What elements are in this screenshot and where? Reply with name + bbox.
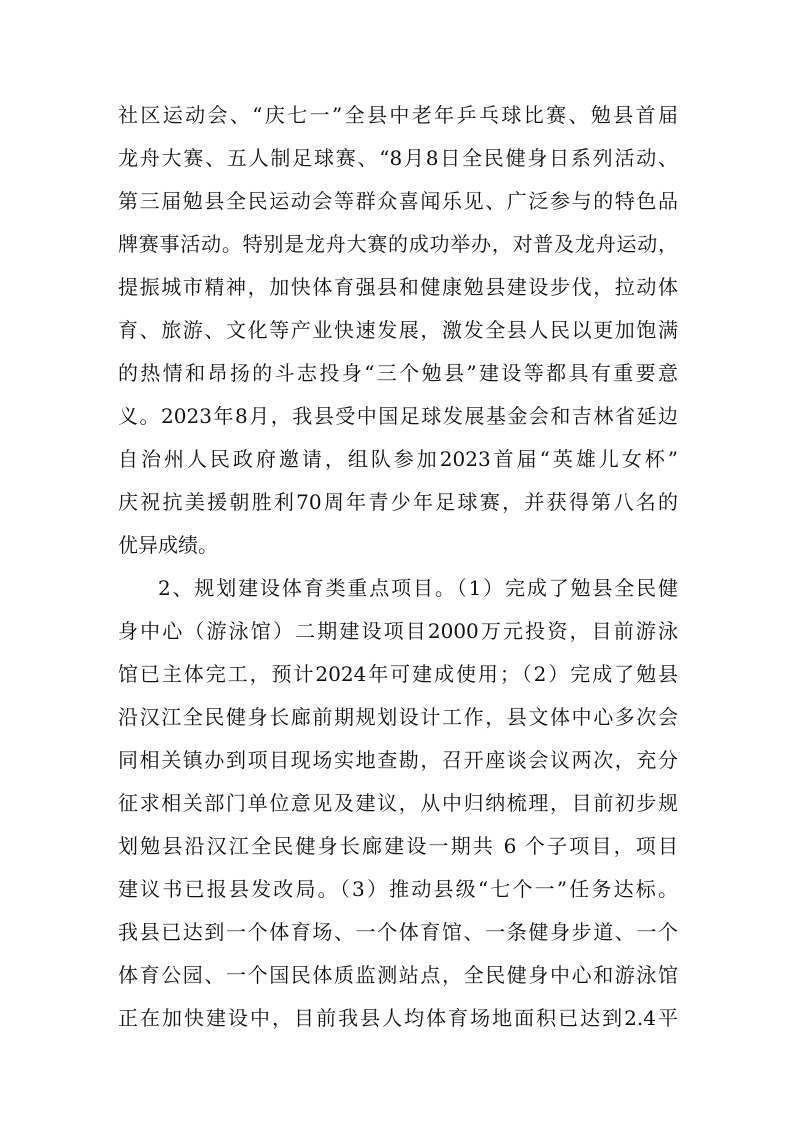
text-line-2: 龙舟大赛、五人制足球赛、“8月8日全民健身日系列活动、 <box>118 146 678 170</box>
text-line-15: 沿汉江全民健身长廊前期规划设计工作，县文体中心多次会 <box>118 705 678 729</box>
text-line-21: 体育公园、一个国民体质监测站点，全民健身中心和游泳馆 <box>118 963 678 987</box>
text-line-5: 提振城市精神，加快体育强县和健康勉县建设步伐，拉动体 <box>118 275 678 299</box>
text-line-6: 育、旅游、文化等产业快速发展，激发全县人民以更加饱满 <box>118 318 678 342</box>
text-line-18: 划勉县沿汉江全民健身长廊建设一期共 6 个子项目，项目 <box>118 834 678 858</box>
text-line-20: 我县已达到一个体育场、一个体育馆、一条健身步道、一个 <box>118 920 678 944</box>
text-line-11: 优异成绩。 <box>118 533 218 557</box>
text-line-4: 牌赛事活动。特别是龙舟大赛的成功举办，对普及龙舟运动， <box>118 232 678 256</box>
text-line-9: 自治州人民政府邀请，组队参加2023首届“英雄儿女杯” <box>118 447 678 471</box>
text-line-17: 征求相关部门单位意见及建议，从中归纳梳理，目前初步规 <box>118 791 678 815</box>
text-line-3: 第三届勉县全民运动会等群众喜闻乐见、广泛参与的特色品 <box>118 189 678 213</box>
text-line-14: 馆已主体完工，预计2024年可建成使用；（2）完成了勉县 <box>118 662 678 686</box>
text-line-19: 建议书已报县发改局。（3）推动县级“七个一”任务达标。 <box>118 877 678 901</box>
text-line-1: 社区运动会、“庆七一”全县中老年乒乓球比赛、勉县首届 <box>118 103 678 127</box>
text-line-13: 身中心（游泳馆）二期建设项目2000万元投资，目前游泳 <box>118 619 678 643</box>
text-line-22: 正在加快建设中，目前我县人均体育场地面积已达到2.4平 <box>118 1006 678 1030</box>
text-line-7: 的热情和昂扬的斗志投身“三个勉县”建设等都具有重要意 <box>118 361 678 385</box>
text-line-16: 同相关镇办到项目现场实地查勘，召开座谈会议两次，充分 <box>118 748 678 772</box>
text-line-8: 义。2023年8月，我县受中国足球发展基金会和吉林省延边 <box>118 404 678 428</box>
text-line-12: 2、规划建设体育类重点项目。（1）完成了勉县全民健 <box>158 576 678 600</box>
text-line-10: 庆祝抗美援朝胜利70周年青少年足球赛，并获得第八名的 <box>118 490 678 514</box>
